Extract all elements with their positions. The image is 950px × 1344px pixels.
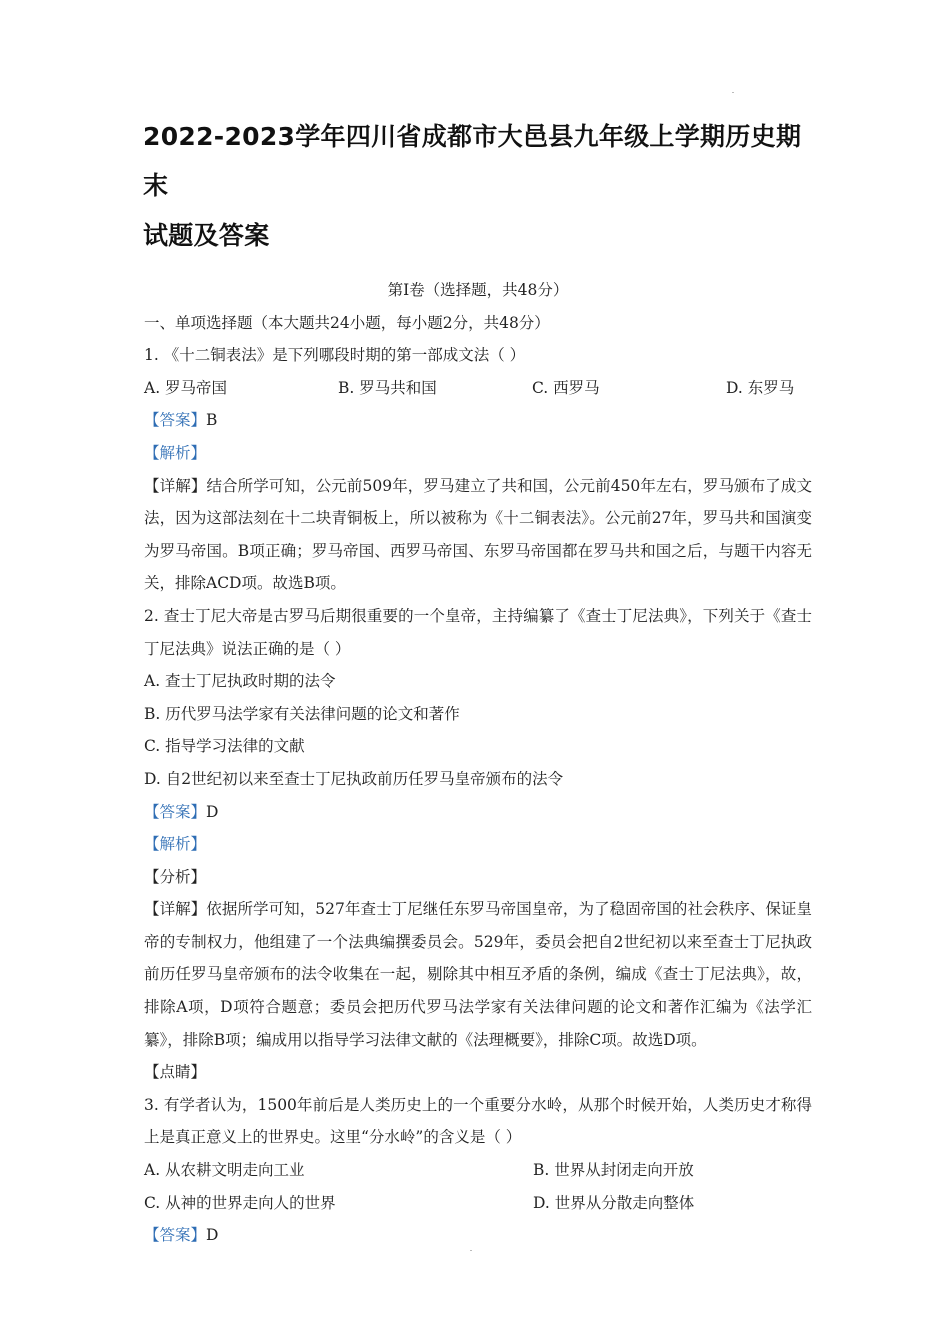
answer-value: D bbox=[206, 802, 219, 821]
detail-text: 依据所学可知，527年查士丁尼继任东罗马帝国皇帝，为了稳固帝国的社会秩序、保证皇帝的专制权力，他组建了一个法典编撰委员会。529年，委员会把自2世纪初以来至查士丁尼执政前历任罗马皇帝颁布的法令收集在一起，剔除其中相互矛盾的条例，编成《查士丁尼法典》，故，排除A项，D项符合题意；委员会把历代罗马法学家有关法律问题的论文和著作汇编为《法学汇纂》，排除B项；编成用以指导学习法律文献的《法理概要》，排除C项。故选D项。 bbox=[144, 900, 812, 1049]
question-1-stem: 1. 《十二铜表法》是下列哪段时期的第一部成文法（ ） bbox=[144, 346, 526, 365]
question-2-answer bbox=[144, 796, 812, 829]
question-1-option-c: C. 西罗马 bbox=[532, 378, 600, 397]
question-3-option-b: B. 世界从封闭走向开放 bbox=[533, 1161, 694, 1180]
detail-tag: 【详解】 bbox=[144, 900, 207, 919]
question-1-answer bbox=[144, 404, 812, 437]
question-2-detail bbox=[144, 893, 812, 1056]
question-1-option-a: A. 罗马帝国 bbox=[144, 378, 228, 397]
question-2-option-b: B. 历代罗马法学家有关法律问题的论文和著作 bbox=[144, 704, 460, 723]
question-3-options-row-2 bbox=[144, 1187, 812, 1220]
question-2-option-a: A. 查士丁尼执政时期的法令 bbox=[144, 672, 336, 691]
question-2-fenxi-tag: 【分析】 bbox=[144, 867, 207, 886]
detail-tag: 【详解】 bbox=[144, 476, 207, 495]
answer-tag: 【答案】 bbox=[144, 802, 207, 821]
question-2-option-d: D. 自2世纪初以来至查士丁尼执政前历任罗马皇帝颁布的法令 bbox=[144, 769, 564, 788]
question-3-stem: 3. 有学者认为，1500年前后是人类历史上的一个重要分水岭，从那个时候开始，人类历史才称得上是真正意义上的世界史。这里“分水岭”的含义是（ ） bbox=[144, 1095, 812, 1147]
title-line-1: 2022-2023学年四川省成都市大邑县九年级上学期历史期末 bbox=[143, 122, 802, 200]
question-1-detail bbox=[144, 470, 812, 600]
question-1-options bbox=[144, 372, 812, 405]
answer-value: D bbox=[206, 1226, 219, 1245]
question-1-analysis-tag: 【解析】 bbox=[144, 443, 207, 462]
answer-value: B bbox=[206, 411, 218, 430]
question-2-stem: 2. 查士丁尼大帝是古罗马后期很重要的一个皇帝，主持编纂了《查士丁尼法典》，下列关于《查士丁尼法典》说法正确的是（ ） bbox=[144, 606, 812, 658]
answer-tag: 【答案】 bbox=[144, 1226, 207, 1245]
document-title bbox=[143, 112, 812, 260]
question-1-option-b: B. 罗马共和国 bbox=[338, 378, 437, 397]
part-one-heading: 一、单项选择题（本大题共24小题，每小题2分，共48分） bbox=[144, 313, 550, 332]
question-2-analysis-tag: 【解析】 bbox=[144, 835, 207, 854]
question-3-option-a: A. 从农耕文明走向工业 bbox=[144, 1161, 305, 1180]
question-2-option-c: C. 指导学习法律的文献 bbox=[144, 737, 305, 756]
question-3-option-c: C. 从神的世界走向人的世界 bbox=[144, 1193, 336, 1212]
section-header: 第I卷（选择题，共48分） bbox=[387, 281, 569, 299]
detail-text: 结合所学可知，公元前509年，罗马建立了共和国，公元前450年左右，罗马颁布了成文法，因为这部法刻在十二块青铜板上，所以被称为《十二铜表法》。公元前27年，罗马共和国演变为罗马帝国。B项正确；罗马帝国、西罗马帝国、东罗马帝国都在罗马共和国之后，与题干内容无关，排除ACD项。故选B项。 bbox=[144, 476, 812, 593]
question-3-option-d: D. 世界从分散走向整体 bbox=[533, 1193, 695, 1212]
title-line-2: 试题及答案 bbox=[143, 221, 270, 250]
question-3-answer bbox=[144, 1219, 812, 1252]
document-page bbox=[144, 0, 812, 1252]
question-1-option-d: D. 东罗马 bbox=[726, 378, 795, 397]
question-3-options-row-1 bbox=[144, 1154, 812, 1187]
question-2-dianjing-tag: 【点睛】 bbox=[144, 1063, 207, 1082]
answer-tag: 【答案】 bbox=[144, 411, 207, 430]
